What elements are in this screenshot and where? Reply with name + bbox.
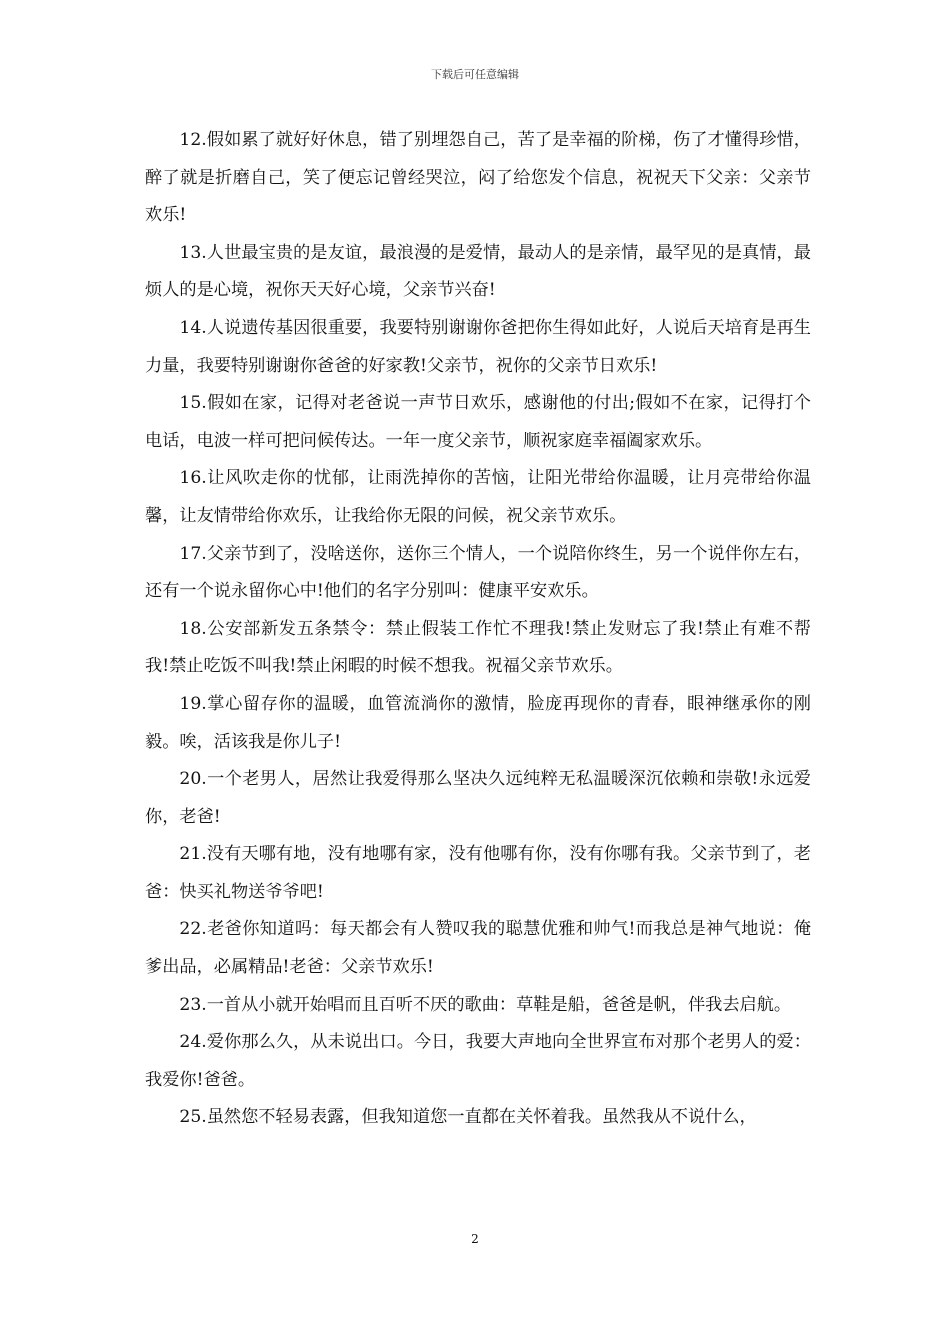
- document-body: [145, 122, 811, 1137]
- paragraph-20: 20.一个老男人，居然让我爱得那么坚决久远纯粹无私温暖深沉依赖和崇敬!永远爱你，老爸!: [145, 769, 811, 827]
- paragraph-12: 12.假如累了就好好休息，错了别埋怨自己，苦了是幸福的阶梯，伤了才懂得珍惜，醉了就是折磨自己，笑了便忘记曾经哭泣，闷了给您发个信息，祝祝天下父亲：父亲节欢乐!: [145, 130, 811, 226]
- paragraph-18: 18.公安部新发五条禁令：禁止假装工作忙不理我!禁止发财忘了我!禁止有难不帮我!禁止吃饭不叫我!禁止闲暇的时候不想我。祝福父亲节欢乐。: [145, 618, 811, 677]
- paragraph-13: 13.人世最宝贵的是友谊，最浪漫的是爱情，最动人的是亲情，最罕见的是真情，最烦人的是心境，祝你天天好心境，父亲节兴奋!: [145, 242, 811, 301]
- page-number: 2: [471, 1232, 479, 1246]
- paragraph-15: 15.假如在家，记得对老爸说一声节日欢乐，感谢他的付出;假如不在家，记得打个电话，电波一样可把问候传达。一年一度父亲节，顺祝家庭幸福阖家欢乐。: [145, 393, 811, 451]
- paragraph-23: 23.一首从小就开始唱而且百听不厌的歌曲：草鞋是船，爸爸是帆，伴我去启航。: [179, 994, 792, 1015]
- paragraph-17: 17.父亲节到了，没啥送你，送你三个情人，一个说陪你终生，另一个说伴你左右，还有一个说永留你心中!他们的名字分别叫：健康平安欢乐。: [145, 543, 811, 602]
- paragraph-19: 19.掌心留存你的温暖，血管流淌你的激情，脸庞再现你的青春，眼神继承你的刚毅。唉，活该我是你儿子!: [145, 693, 811, 752]
- page-header: 下载后可任意编辑: [431, 68, 519, 81]
- paragraph-14: 14.人说遗传基因很重要，我要特别谢谢你爸把你生得如此好，人说后天培育是再生力量，我要特别谢谢你爸爸的好家教!父亲节，祝你的父亲节日欢乐!: [145, 317, 811, 376]
- paragraph-21: 21.没有天哪有地，没有地哪有家，没有他哪有你，没有你哪有我。父亲节到了，老爸：快买礼物送爷爷吧!: [145, 844, 811, 902]
- paragraph-25: 25.虽然您不轻易表露，但我知道您一直都在关怀着我。虽然我从不说什么，: [179, 1107, 757, 1128]
- paragraph-24: 24.爱你那么久，从未说出口。今日，我要大声地向全世界宣布对那个老男人的爱：我爱你!爸爸。: [145, 1032, 811, 1090]
- paragraph-16: 16.让风吹走你的忧郁，让雨洗掉你的苦恼，让阳光带给你温暖，让月亮带给你温馨，让友情带给你欢乐，让我给你无限的问候，祝父亲节欢乐。: [145, 468, 811, 526]
- paragraph-22: 22.老爸你知道吗：每天都会有人赞叹我的聪慧优雅和帅气!而我总是神气地说：俺爹出品，必属精品!老爸：父亲节欢乐!: [145, 919, 811, 978]
